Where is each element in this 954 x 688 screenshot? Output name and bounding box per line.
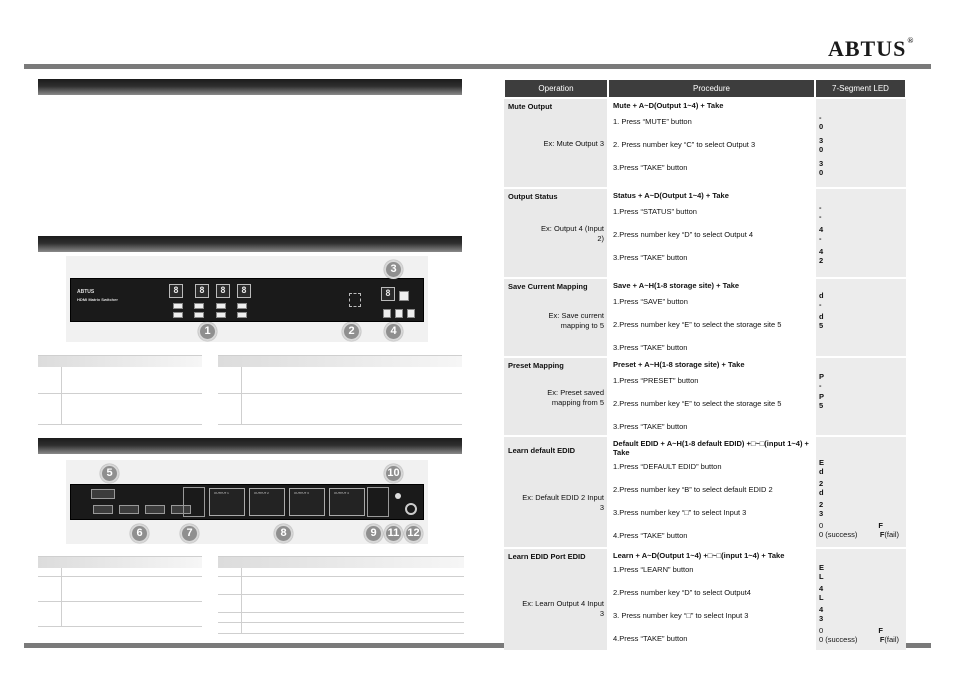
front-legend-right (218, 355, 462, 425)
rear-panel-device (70, 484, 424, 520)
front-panel-device (70, 278, 424, 322)
front-key[interactable] (194, 312, 204, 318)
power-led (395, 493, 401, 499)
callout-4: 4 (384, 322, 403, 341)
output-port-1[interactable]: OUTPUT 1 (209, 488, 245, 516)
ir-port-panel (367, 487, 389, 517)
procedure-cell: Learn + A~D(Output 1~4) +□~□(input 1~4) + Take 1.Press “LEARN” button 2.Press number key “D” to select Output4 3. Press number key “□” to select Input 3 4.Press “TAKE” button (608, 548, 815, 650)
callout-6: 6 (130, 524, 149, 543)
led-cell: - - 4 - 4 2 (815, 188, 906, 278)
rear-panel-illustration (66, 460, 428, 544)
callout-7: 7 (180, 524, 199, 543)
input-port[interactable] (93, 505, 113, 514)
led-display-1: 8 (169, 284, 183, 298)
operation-cell: Preset Mapping Ex: Preset saved mapping from 5 (504, 357, 608, 436)
led-display-status: 8 (381, 287, 395, 301)
table-row (504, 436, 906, 548)
section-bar-front-panel (38, 236, 462, 252)
dip-switch-panel (183, 487, 205, 517)
procedure-cell: Preset + A~H(1-8 storage site) + Take 1.Press “PRESET” button 2.Press number key “E” to select the storage site 5 3.Press “TAKE” button (608, 357, 815, 436)
rear-legend-left (38, 556, 202, 627)
front-key[interactable] (173, 303, 183, 309)
operation-cell: Output Status Ex: Output 4 (Input 2) (504, 188, 608, 278)
front-key[interactable] (194, 303, 204, 309)
operation-cell: Save Current Mapping Ex: Save current mapping to 5 (504, 278, 608, 357)
led-cell: d - d 5 (815, 278, 906, 357)
input-port[interactable] (119, 505, 139, 514)
header-procedure: Procedure (608, 79, 815, 98)
procedure-cell: Mute + A~D(Output 1~4) + Take 1. Press “MUTE” button 2. Press number key “C” to select Output 3 3.Press “TAKE” button (608, 98, 815, 188)
front-key[interactable] (237, 312, 247, 318)
front-key[interactable] (216, 303, 226, 309)
status-key[interactable] (399, 291, 409, 301)
callout-10: 10 (384, 464, 403, 483)
table-row (504, 278, 906, 357)
save-key[interactable] (395, 309, 403, 318)
front-key[interactable] (237, 303, 247, 309)
table-row (504, 357, 906, 436)
rs232-port[interactable] (91, 489, 115, 499)
preset-key[interactable] (407, 309, 415, 318)
take-key[interactable] (383, 309, 391, 318)
front-key[interactable] (216, 312, 226, 318)
front-legend-left (38, 355, 202, 425)
callout-11: 11 (384, 524, 403, 543)
rear-legend-right (218, 556, 464, 634)
device-logo: ABTUS (77, 289, 95, 295)
header-led: 7-Segment LED (815, 79, 906, 98)
output-port-2[interactable]: OUTPUT 2 (249, 488, 285, 516)
callout-1: 1 (198, 322, 217, 341)
procedure-cell: Save + A~H(1-8 storage site) + Take 1.Press “SAVE” button 2.Press number key “E” to select the storage site 5 3.Press “TAKE” button (608, 278, 815, 357)
front-panel-illustration (66, 256, 428, 342)
led-cell: - 0 3 0 3 0 (815, 98, 906, 188)
operation-table (503, 78, 907, 650)
callout-12: 12 (404, 524, 423, 543)
procedure-cell: Default EDID + A~H(1-8 default EDID) +□~□(input 1~4) + Take 1.Press “DEFAULT EDID” button 2.Press number key “B” to select default EDID 2 3.Press number key “□” to select Input 3 4.Press “TAKE” button (608, 436, 815, 548)
operation-cell: Mute Output Ex: Mute Output 3 (504, 98, 608, 188)
device-label: HDMI Matrix Switcher (77, 297, 118, 302)
callout-9: 9 (364, 524, 383, 543)
output-port-4[interactable]: OUTPUT 4 (329, 488, 365, 516)
led-display-2: 8 (195, 284, 209, 298)
output-port-3[interactable]: OUTPUT 3 (289, 488, 325, 516)
header-operation: Operation (504, 79, 608, 98)
led-cell: E L 4 L 4 3 0 F 0 (success) F(fail) (815, 548, 906, 650)
operation-cell: Learn default EDID Ex: Default EDID 2 Input 3 (504, 436, 608, 548)
led-cell: P - P 5 (815, 357, 906, 436)
power-jack[interactable] (405, 503, 417, 515)
procedure-cell: Status + A~D(Output 1~4) + Take 1.Press “STATUS” button 2.Press number key “D” to select Output 4 3.Press “TAKE” button (608, 188, 815, 278)
callout-5: 5 (100, 464, 119, 483)
header-rule (24, 64, 931, 69)
table-row (504, 188, 906, 278)
table-row (504, 98, 906, 188)
front-key[interactable] (173, 312, 183, 318)
section-bar-intro (38, 79, 462, 95)
section-bar-rear-panel (38, 438, 462, 454)
operation-cell: Learn EDID Port EDID Ex: Learn Output 4 Input 3 (504, 548, 608, 650)
led-display-3: 8 (216, 284, 230, 298)
brand-logo: ABTUS® (828, 36, 915, 61)
ir-receiver (349, 293, 361, 307)
input-port[interactable] (145, 505, 165, 514)
led-display-4: 8 (237, 284, 251, 298)
callout-8: 8 (274, 524, 293, 543)
callout-2: 2 (342, 322, 361, 341)
led-cell: E d 2 d 2 3 0 F 0 (success) F(fail) (815, 436, 906, 548)
callout-3: 3 (384, 260, 403, 279)
table-row (504, 548, 906, 650)
